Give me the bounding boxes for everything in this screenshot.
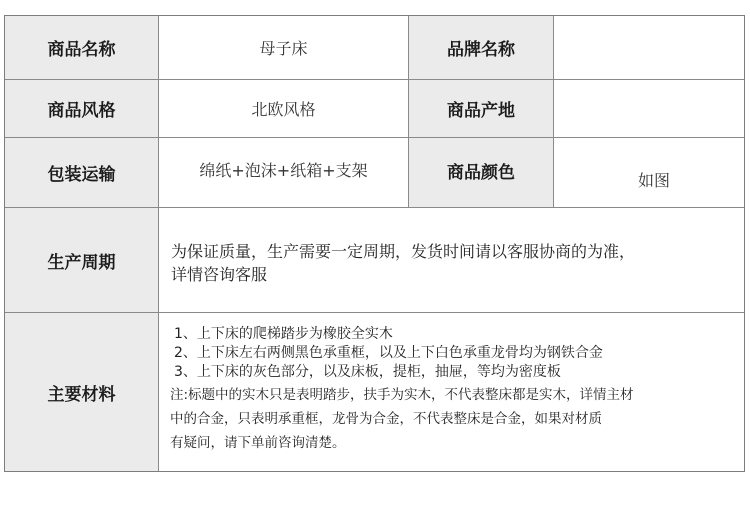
product-style-value: 北欧风格 — [158, 80, 408, 137]
production-line: 详情咨询客服 — [171, 265, 268, 284]
material-note-line: 有疑问，请下单前咨询清楚。 — [170, 435, 346, 451]
material-item: 2、上下床左右两侧黑色承重框，以及上下白色承重龙骨均为钢铁合金 — [174, 345, 603, 361]
material-note-line: 注:标题中的实木只是表明踏步，扶手为实木，不代表整床都是实木，详情主材 — [170, 387, 634, 403]
origin-label: 商品产地 — [408, 80, 553, 137]
materials-label: 主要材料 — [5, 313, 158, 471]
product-spec-table — [4, 15, 745, 472]
color-value: 如图 — [553, 138, 744, 207]
product-name-value: 母子床 — [158, 16, 408, 79]
material-note-line: 中的合金，只表明承重框，龙骨为合金，不代表整床是合金，如果对材质 — [170, 411, 602, 427]
materials-value — [158, 313, 744, 471]
spec-row-production — [5, 207, 744, 312]
material-item: 1、上下床的爬梯踏步为橡胶全实木 — [174, 326, 393, 342]
production-period-value — [158, 208, 744, 312]
spec-row-name — [5, 16, 744, 79]
brand-name-value — [553, 16, 744, 79]
color-label: 商品颜色 — [408, 138, 553, 207]
brand-name-label: 品牌名称 — [408, 16, 553, 79]
production-period-label: 生产周期 — [5, 208, 158, 312]
packaging-label: 包装运输 — [5, 138, 158, 207]
product-style-label: 商品风格 — [5, 80, 158, 137]
production-line: 为保证质量，生产需要一定周期，发货时间请以客服协商的为准， — [171, 242, 636, 261]
origin-value — [553, 80, 744, 137]
spec-row-packaging — [5, 137, 744, 207]
product-name-label: 商品名称 — [5, 16, 158, 79]
spec-row-style — [5, 79, 744, 137]
spec-row-materials — [5, 312, 744, 471]
material-item: 3、上下床的灰色部分，以及床板，提柜，抽屉，等均为密度板 — [174, 364, 561, 380]
packaging-value: 绵纸+泡沫+纸箱+支架 — [158, 138, 408, 207]
